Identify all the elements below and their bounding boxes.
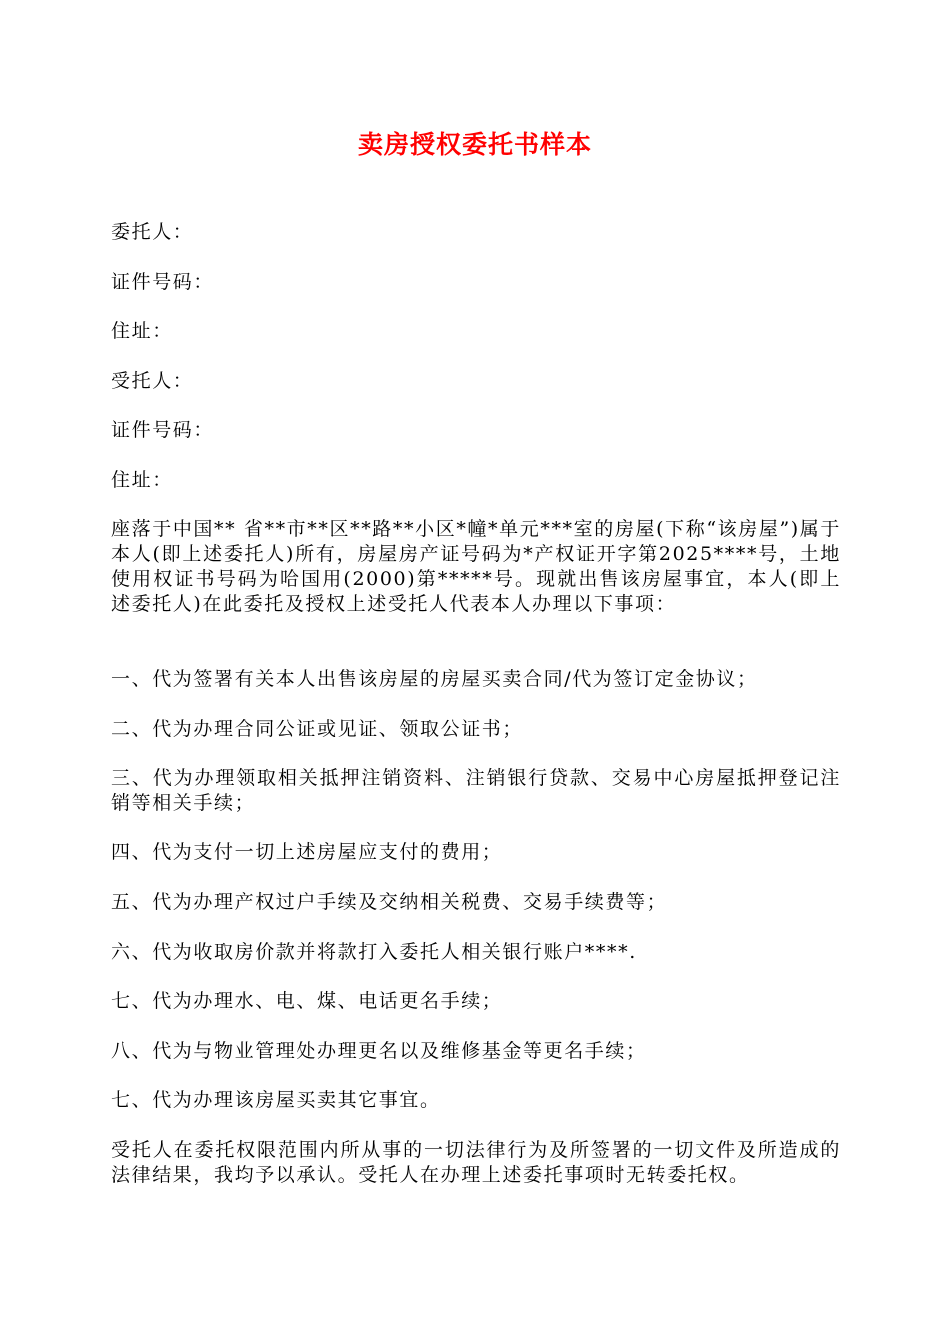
list-item: 四、代为支付一切上述房屋应支付的费用； — [111, 841, 503, 863]
document-title: 卖房授权委托书样本 — [357, 130, 592, 159]
intro-paragraph: 座落于中国** 省**市**区**路**小区*幢*单元***室的房屋(下称“该房屋”)属于本人(即上述委托人)所有，房屋房产证号码为*产权证开字第2025****号，土地使用权证书号码为哈国用(2000)第*****号。现就出售该房屋事宜，本人(即上述委托人)在此委托及授权上述受托人代表本人办理以下事项： — [111, 518, 841, 615]
principal-address-field: 住址： — [111, 320, 173, 342]
agent-name-field: 受托人： — [111, 370, 194, 392]
agent-address-field: 住址： — [111, 469, 173, 491]
list-item: 八、代为与物业管理处办理更名以及维修基金等更名手续； — [111, 1040, 647, 1062]
list-item: 三、代为办理领取相关抵押注销资料、注销银行贷款、交易中心房屋抵押登记注销等相关手续； — [111, 767, 841, 814]
closing-paragraph: 受托人在委托权限范围内所从事的一切法律行为及所签署的一切文件及所造成的法律结果，我均予以承认。受托人在办理上述委托事项时无转委托权。 — [111, 1139, 841, 1186]
list-item: 二、代为办理合同公证或见证、领取公证书； — [111, 718, 524, 740]
agent-id-number-field: 证件号码： — [111, 419, 215, 441]
principal-id-number-field: 证件号码： — [111, 271, 215, 293]
principal-name-field: 委托人： — [111, 221, 194, 243]
list-item: 六、代为收取房价款并将款打入委托人相关银行账户****. — [111, 941, 637, 963]
list-item: 七、代为办理水、电、煤、电话更名手续； — [111, 990, 503, 1012]
list-item: 一、代为签署有关本人出售该房屋的房屋买卖合同/代为签订定金协议； — [111, 668, 758, 690]
list-item: 五、代为办理产权过户手续及交纳相关税费、交易手续费等； — [111, 891, 668, 913]
list-item: 七、代为办理该房屋买卖其它事宜。 — [111, 1089, 441, 1111]
